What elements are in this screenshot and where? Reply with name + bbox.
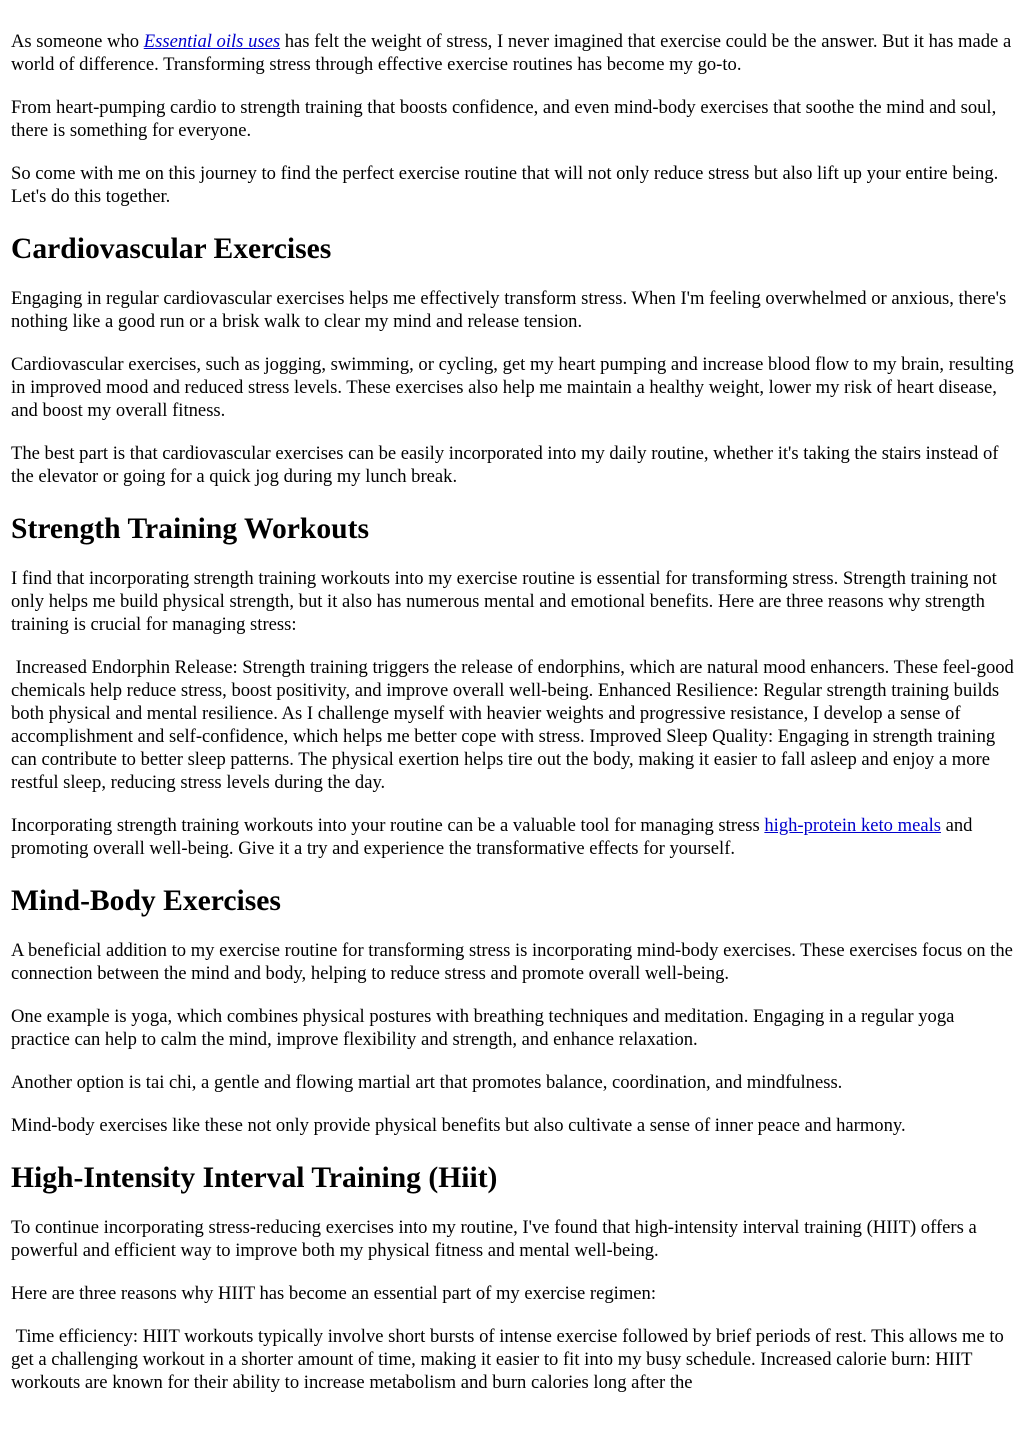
strength-heading: Strength Training Workouts [11, 513, 369, 545]
hiit-paragraph-1: To continue incorporating stress-reducing exercises into my routine, I've found that high-intensity interval training (HIIT) offers a powerful and efficient way to improve both my physical fitness and mental well-being. [11, 1217, 977, 1261]
mindbody-paragraph-2: One example is yoga, which combines physical postures with breathing techniques and meditation. Engaging in a regular yoga practice can help to calm the mind, improve flexibility and strength, and enhance relaxation. [11, 1006, 955, 1050]
high-protein-keto-meals-link[interactable]: high-protein keto meals [764, 815, 941, 836]
hiit-paragraph-3: Time efficiency: HIIT workouts typically involve short bursts of intense exercise followed by brief periods of rest. This allows me to get a challenging workout in a shorter amount of time, making it easier to fit into my busy schedule. Increased calorie burn: HIIT workouts are known for their ability to increase metabolism and burn calories long after the [11, 1326, 1009, 1393]
hiit-heading: High-Intensity Interval Training (Hiit) [11, 1162, 498, 1194]
strength-text-after: and promoting overall well-being. Give it a try and experience the transformative effects for yourself. [11, 815, 973, 859]
intro-text-before: As someone who [11, 31, 144, 52]
mindbody-paragraph-4: Mind-body exercises like these not only provide physical benefits but also cultivate a sense of inner peace and harmony. [11, 1115, 906, 1136]
cardio-paragraph-3: The best part is that cardiovascular exercises can be easily incorporated into my daily routine, whether it's taking the stairs instead of the elevator or going for a quick jog during my lunch break. [11, 443, 999, 487]
strength-paragraph-1: I find that incorporating strength training workouts into my exercise routine is essential for transforming stress. Strength training not only helps me build physical strength, but it also has numerous mental and emotional benefits. Here are three reasons why strength training is crucial for managing stress: [11, 568, 997, 635]
cardio-paragraph-1: Engaging in regular cardiovascular exercises helps me effectively transform stress. When I'm feeling overwhelmed or anxious, there's nothing like a good run or a brisk walk to clear my mind and release tension. [11, 288, 1007, 332]
cardio-paragraph-2: Cardiovascular exercises, such as jogging, swimming, or cycling, get my heart pumping and increase blood flow to my brain, resulting in improved mood and reduced stress levels. These exercises also help me maintain a healthy weight, lower my risk of heart disease, and boost my overall fitness. [11, 354, 1014, 421]
strength-paragraph-3 [11, 814, 1014, 860]
intro-paragraph-1 [11, 30, 1014, 76]
intro-paragraph-3: So come with me on this journey to find the perfect exercise routine that will not only reduce stress but also lift up your entire being. Let's do this together. [11, 163, 999, 207]
hiit-paragraph-2: Here are three reasons why HIIT has become an essential part of my exercise regimen: [11, 1283, 656, 1304]
mindbody-paragraph-3: Another option is tai chi, a gentle and flowing martial art that promotes balance, coordination, and mindfulness. [11, 1072, 843, 1093]
cardio-heading: Cardiovascular Exercises [11, 233, 332, 265]
strength-text-before: Incorporating strength training workouts into your routine can be a valuable tool for managing stress [11, 815, 765, 836]
mindbody-paragraph-1: A beneficial addition to my exercise routine for transforming stress is incorporating mind-body exercises. These exercises focus on the connection between the mind and body, helping to reduce stress and promote overall well-being. [11, 940, 1013, 984]
essential-oils-uses-link[interactable]: Essential oils uses [143, 31, 281, 52]
strength-paragraph-2: Increased Endorphin Release: Strength training triggers the release of endorphins, which are natural mood enhancers. These feel-good chemicals help reduce stress, boost positivity, and improve overall well-being. Enhanced Resilience: Regular strength training builds both physical and mental resilience. As I challenge myself with heavier weights and progressive resistance, I develop a sense of accomplishment and self-confidence, which helps me better cope with stress. Improved Sleep Quality: Engaging in strength training can contribute to better sleep patterns. The physical exertion helps tire out the body, making it easier to fall asleep and enjoy a more restful sleep, reducing stress levels during the day. [11, 657, 1019, 793]
intro-paragraph-2: From heart-pumping cardio to strength training that boosts confidence, and even mind-body exercises that soothe the mind and soul, there is something for everyone. [11, 97, 997, 141]
intro-text-after: has felt the weight of stress, I never imagined that exercise could be the answer. But it has made a world of difference. Transforming stress through effective exercise routines has become my go-to. [11, 31, 1012, 75]
mindbody-heading: Mind-Body Exercises [11, 885, 281, 917]
